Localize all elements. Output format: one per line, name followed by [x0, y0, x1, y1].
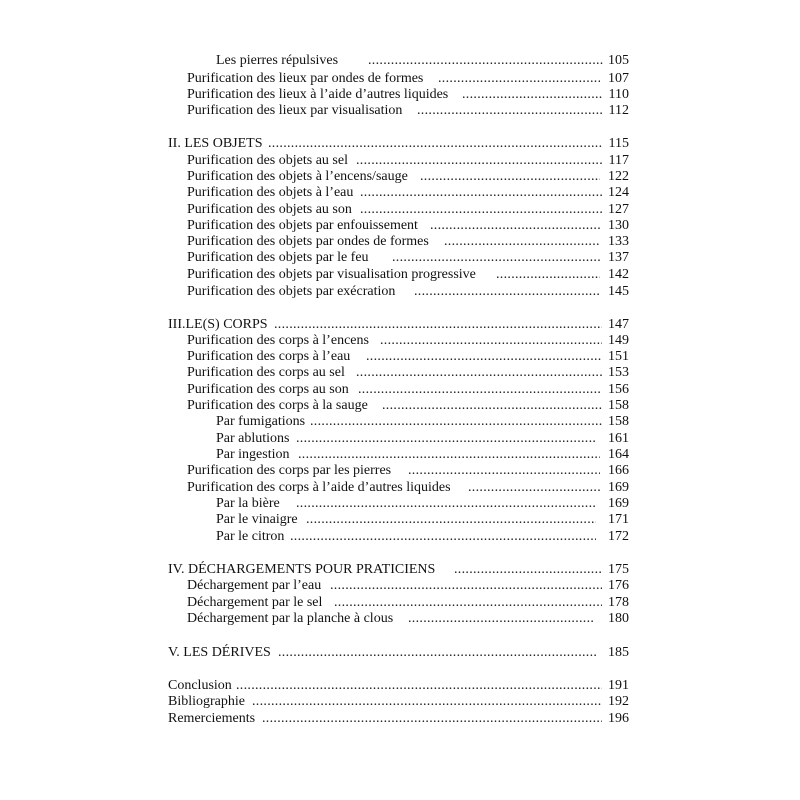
leader-dots [360, 184, 602, 202]
leader-dots [417, 102, 603, 120]
toc-entry-page: 142 [608, 267, 629, 282]
section-title: II. LES OBJETS [168, 136, 263, 151]
toc-entry-page: 130 [608, 218, 629, 233]
toc-entry-page: 137 [608, 250, 629, 265]
section-title: III.LE(S) CORPS [168, 317, 268, 332]
toc-entry-page: 166 [608, 463, 629, 478]
toc-entry-label: Purification des objets à l’encens/sauge [187, 169, 408, 184]
toc-entry-label: Bibliographie [168, 694, 245, 709]
toc-entry-label: Purification des objets par exécration [187, 284, 396, 299]
toc-entry-label: Purification des lieux à l’aide d’autres liquides [187, 87, 449, 102]
toc-entry [0, 462, 800, 480]
leader-dots [278, 644, 598, 662]
leader-dots [368, 52, 604, 70]
toc-entry-page: 158 [608, 398, 629, 413]
toc-entry-page: 124 [608, 185, 629, 200]
toc-entry [0, 577, 800, 595]
toc-entry-page: 105 [608, 53, 629, 68]
toc-entry-label: Conclusion [168, 678, 232, 693]
toc-entry-label: Purification des corps au sel [187, 365, 345, 380]
toc-entry-page: 149 [608, 333, 629, 348]
toc-entry-label: Par ingestion [216, 447, 290, 462]
toc-entry-label: Purification des objets au sel [187, 153, 348, 168]
section-page: 175 [608, 562, 629, 577]
toc-entry-page: 133 [608, 234, 629, 249]
toc-entry-page: 107 [608, 71, 629, 86]
leader-dots [310, 413, 602, 431]
section-page: 147 [608, 317, 629, 332]
leader-dots [252, 693, 602, 711]
toc-entry-page: 178 [608, 595, 629, 610]
leader-dots [268, 135, 602, 153]
toc-entry-label: Par le citron [216, 529, 285, 544]
toc-entry-label: Déchargement par la planche à clous [187, 611, 394, 626]
leader-dots [408, 462, 600, 480]
toc-entry-label: Purification des lieux par visualisation [187, 103, 403, 118]
toc-entry-label: Purification des corps à la sauge [187, 398, 368, 413]
leader-dots [356, 364, 602, 382]
toc-entry-label: Purification des objets au son [187, 202, 352, 217]
toc-entry-page: 196 [608, 711, 629, 726]
toc-entry [0, 693, 800, 711]
toc-entry [0, 710, 800, 728]
toc-entry-label: Purification des objets à l’eau [187, 185, 354, 200]
toc-entry-label: Purification des corps au son [187, 382, 349, 397]
toc-entry-page: 151 [608, 349, 629, 364]
toc-entry-page: 176 [608, 578, 629, 593]
toc-entry-page: 180 [608, 611, 629, 626]
toc-entry [0, 102, 800, 120]
section-title: IV. DÉCHARGEMENTS POUR PRATICIENS [168, 562, 436, 577]
toc-entry-label: Par la bière [216, 496, 280, 511]
toc-entry [0, 249, 800, 267]
toc-entry-label: Par le vinaigre [216, 512, 298, 527]
toc-entry [0, 266, 800, 284]
toc-entry-page: 153 [608, 365, 629, 380]
leader-dots [290, 528, 596, 546]
leader-dots [414, 283, 600, 301]
section-page: 115 [608, 136, 629, 151]
toc-entry [0, 610, 800, 628]
toc-entry-label: Par ablutions [216, 431, 290, 446]
toc-entry-page: 145 [608, 284, 629, 299]
toc-entry-label: Purification des corps à l’eau [187, 349, 351, 364]
toc-entry-label: Purification des corps par les pierres [187, 463, 392, 478]
toc-entry-label: Purification des objets par visualisation progressive [187, 267, 476, 282]
toc-entry-page: 117 [608, 153, 629, 168]
toc-entry-label: Les pierres répulsives [216, 53, 339, 68]
toc-entry-page: 110 [608, 87, 629, 102]
leader-dots [306, 511, 596, 529]
toc-entry-label: Déchargement par le sel [187, 595, 323, 610]
toc-entry-page: 171 [608, 512, 629, 527]
leader-dots [262, 710, 602, 728]
toc-entry [0, 413, 800, 431]
toc-entry [0, 364, 800, 382]
toc-entry-label: Purification des lieux par ondes de formes [187, 71, 424, 86]
toc-entry-page: 169 [608, 480, 629, 495]
section-page: 185 [608, 645, 629, 660]
toc-entry-page: 191 [608, 678, 629, 693]
leader-dots [330, 577, 602, 595]
toc-entry-label: Purification des objets par enfouissement [187, 218, 418, 233]
toc-entry-page: 122 [608, 169, 629, 184]
toc-entry-page: 156 [608, 382, 629, 397]
toc-entry-page: 158 [608, 414, 629, 429]
toc-entry-label: Remerciements [168, 711, 256, 726]
toc-entry-label: Purification des corps à l’encens [187, 333, 369, 348]
toc-entry-page: 192 [608, 694, 629, 709]
toc-entry-page: 161 [608, 431, 629, 446]
toc-entry-label: Purification des objets par ondes de formes [187, 234, 429, 249]
toc-entry [0, 184, 800, 202]
toc-entry [0, 511, 800, 529]
toc-entry-page: 172 [608, 529, 629, 544]
leader-dots [392, 249, 600, 267]
section-title: V. LES DÉRIVES [168, 645, 271, 660]
toc-entry [0, 283, 800, 301]
toc-entry-page: 127 [608, 202, 629, 217]
toc-entry-label: Purification des objets par le feu [187, 250, 369, 265]
toc-entry-page: 112 [608, 103, 629, 118]
leader-dots [408, 610, 594, 628]
toc-section-heading [0, 644, 800, 662]
toc-entry-page: 169 [608, 496, 629, 511]
toc-entry [0, 528, 800, 546]
toc-entry-label: Purification des corps à l’aide d’autres liquides [187, 480, 451, 495]
toc-section-heading [0, 135, 800, 153]
toc-entry [0, 52, 800, 70]
toc-entry-label: Déchargement par l’eau [187, 578, 322, 593]
toc-entry-label: Par fumigations [216, 414, 306, 429]
toc-entry-page: 164 [608, 447, 629, 462]
leader-dots [496, 266, 600, 284]
